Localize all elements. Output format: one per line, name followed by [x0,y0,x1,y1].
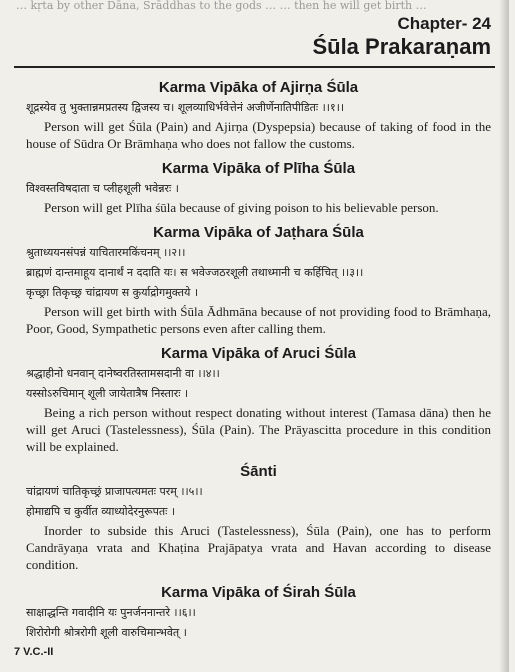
translation-paragraph: Being a rich person without respect donating without interest (Tamasa dāna) then he will get Aruci (Tastelessness), Śūla (Pain). The Prāyascitta procedure in this condition will be explained. [26,405,491,454]
sanskrit-verse: श्रुताध्ययनसंपन्नं याचितारमकिंचनम् ।।२।। [26,246,186,259]
sanskrit-verse: कृच्छ्रा तिकृच्छ्र चांद्रायण स कुर्याद्रोगमुक्तये । [26,286,199,299]
section-heading-ajirna: Karma Vipāka of Ajirṇa Śūla [158,79,359,96]
page-footer: 7 V.C.-II [14,646,54,658]
sanskrit-verse: शूद्रस्येव तु भुक्तान्नमप्रतस्य द्विजस्य च। शूलव्याधिर्भवेत्तेनं अजीर्णेनातिपीडितः ।।१।। [26,101,345,114]
section-heading-aruci: Karma Vipāka of Aruci Śūla [160,345,357,362]
bleed-through-text: … kṛta by other Dāna, Śrāddhas to the gods … … then he will get birth … [16,0,427,12]
sanskrit-verse: होमाद्यपि च कुर्वीत व्याध्योदेरनुरूपतः । [26,505,176,518]
sanskrit-verse: विश्वस्तविषदाता च प्लीहशूली भवेन्नरः । [26,182,179,195]
sanskrit-verse: श्रद्धाहीनो धनवान् दानेष्वरतिस्तामसदानी वा ।।४।। [26,367,220,380]
section-heading-pliha: Karma Vipāka of Plīha Śūla [161,160,356,177]
page-title: Śūla Prakaraṇam [312,34,491,59]
sanskrit-verse: ब्राह्मणं दान्तमाहूय दानार्थं न ददाति यः। स भवेज्जठरशूली तथाध्मानी च कर्हिचित् ।।३।। [26,266,364,279]
chapter-label: Chapter- 24 [397,14,491,33]
section-heading-santi: Śānti [240,463,277,480]
sanskrit-verse: शिरोरोगी श्रोत्ररोगी शूली वारुचिमान्भवेत् । [26,626,187,639]
sanskrit-verse: साक्षाद्धन्ति गवादीनि यः पुनर्जननान्तरे ।।६।। [26,606,196,619]
page-body [26,68,491,643]
sanskrit-verse: यस्सोऽरुचिमान् शूली जायेतात्रैष निस्तारः । [26,387,189,400]
translation-paragraph: Person will get birth with Śūla Ādhmāna because of not providing food to Brāmhaṇa, Poor, Good, Sympathetic persons even after calling them. [26,304,491,336]
translation-paragraph: Person will get Plīha śūla because of giving poison to his believable person. [44,200,439,215]
page-edge-shadow [499,0,509,672]
section-heading-jathara: Karma Vipāka of Jaṭhara Śūla [153,224,364,241]
sanskrit-verse: चांद्रायणं चातिकृच्छ्रं प्राजापत्यमतः परम् ।।५।। [26,485,203,498]
translation-paragraph: Person will get Śūla (Pain) and Ajirṇa (Dyspepsia) because of taking of food in the house of Sūdra Or Brāmhaṇa who does not fallow the customs. [26,119,491,151]
section-heading-sirah: Karma Vipāka of Śirah Śūla [161,584,356,601]
translation-paragraph: Inorder to subside this Aruci (Tastelessness), Śūla (Pain), one has to perform Candrāyaṇa vrata and Khaṭina Prajāpatya vrata and Havan according to disease condition. [26,523,491,572]
